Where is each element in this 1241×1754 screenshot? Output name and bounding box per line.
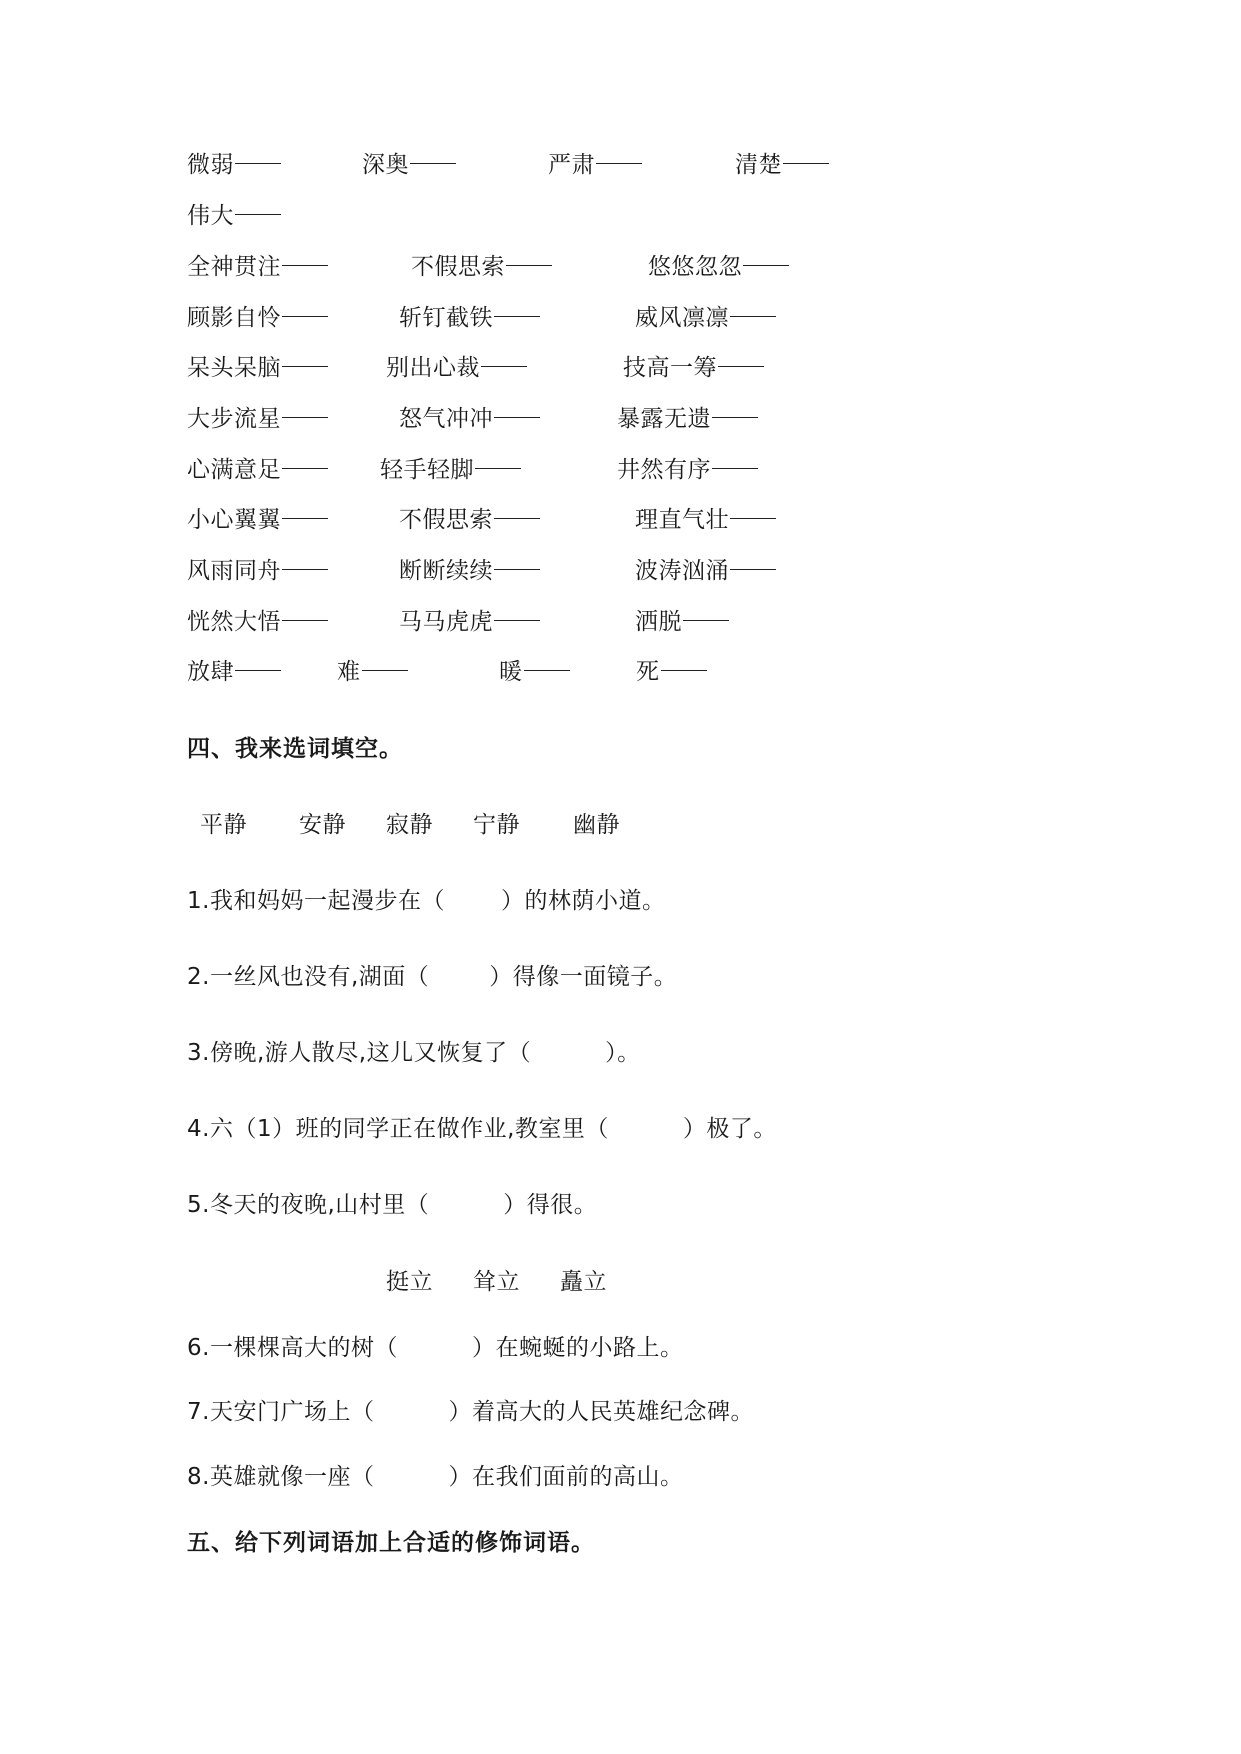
question-line: 2.一丝风也没有,湖面（ ）得像一面镜子。 <box>187 964 678 990</box>
word-item: 波涛汹涌 <box>635 556 776 586</box>
question-line: 1.我和妈妈一起漫步在（ ）的林荫小道。 <box>187 888 666 914</box>
word-item: 不假思索 <box>399 505 540 535</box>
word-item: 顾影自怜 <box>187 303 328 333</box>
word-item: 风雨同舟 <box>187 556 328 586</box>
word-item: 洒脱 <box>635 607 729 637</box>
word-item: 心满意足 <box>187 455 328 485</box>
word-item: 清楚 <box>735 150 829 180</box>
word-option: 宁静 <box>473 812 520 838</box>
word-option: 安静 <box>299 812 346 838</box>
word-option: 挺立 <box>386 1269 433 1295</box>
question-line: 6.一棵棵高大的树（ ）在蜿蜒的小路上。 <box>187 1335 684 1361</box>
word-item: 小心翼翼 <box>187 505 328 535</box>
word-item: 深奥 <box>362 150 456 180</box>
word-item: 轻手轻脚 <box>380 455 521 485</box>
word-item: 悠悠忽忽 <box>648 252 789 282</box>
question-line: 8.英雄就像一座（ ）在我们面前的高山。 <box>187 1464 684 1490</box>
question-line: 3.傍晚,游人散尽,这儿又恢复了（ ）。 <box>187 1040 641 1066</box>
word-item: 大步流星 <box>187 404 328 434</box>
word-item: 威风凛凛 <box>635 303 776 333</box>
word-item: 暖 <box>499 657 570 687</box>
word-item: 微弱 <box>187 150 281 180</box>
word-item: 断断续续 <box>399 556 540 586</box>
question-line: 5.冬天的夜晚,山村里（ ）得很。 <box>187 1192 598 1218</box>
word-item: 伟大 <box>187 201 281 231</box>
word-item: 技高一筹 <box>623 353 764 383</box>
word-option: 矗立 <box>560 1269 607 1295</box>
word-option: 幽静 <box>573 812 620 838</box>
word-item: 暴露无遗 <box>617 404 758 434</box>
section-heading: 四、我来选词填空。 <box>187 736 403 762</box>
question-line: 7.天安门广场上（ ）着高大的人民英雄纪念碑。 <box>187 1399 754 1425</box>
word-item: 怒气冲冲 <box>399 404 540 434</box>
word-item: 难 <box>337 657 408 687</box>
word-item: 恍然大悟 <box>187 607 328 637</box>
word-item: 严肃 <box>548 150 642 180</box>
section-heading: 五、给下列词语加上合适的修饰词语。 <box>187 1530 595 1556</box>
word-item: 死 <box>636 657 707 687</box>
word-item: 井然有序 <box>617 455 758 485</box>
word-item: 全神贯注 <box>187 252 328 282</box>
word-option: 寂静 <box>386 812 433 838</box>
word-item: 别出心裁 <box>386 353 527 383</box>
word-item: 不假思索 <box>411 252 552 282</box>
word-option: 耸立 <box>473 1269 520 1295</box>
word-item: 呆头呆脑 <box>187 353 328 383</box>
question-line: 4.六（1）班的同学正在做作业,教室里（ ）极了。 <box>187 1116 777 1142</box>
word-option: 平静 <box>200 812 247 838</box>
word-item: 马马虎虎 <box>399 607 540 637</box>
word-item: 斩钉截铁 <box>399 303 540 333</box>
word-item: 放肆 <box>187 657 281 687</box>
word-item: 理直气壮 <box>635 505 776 535</box>
